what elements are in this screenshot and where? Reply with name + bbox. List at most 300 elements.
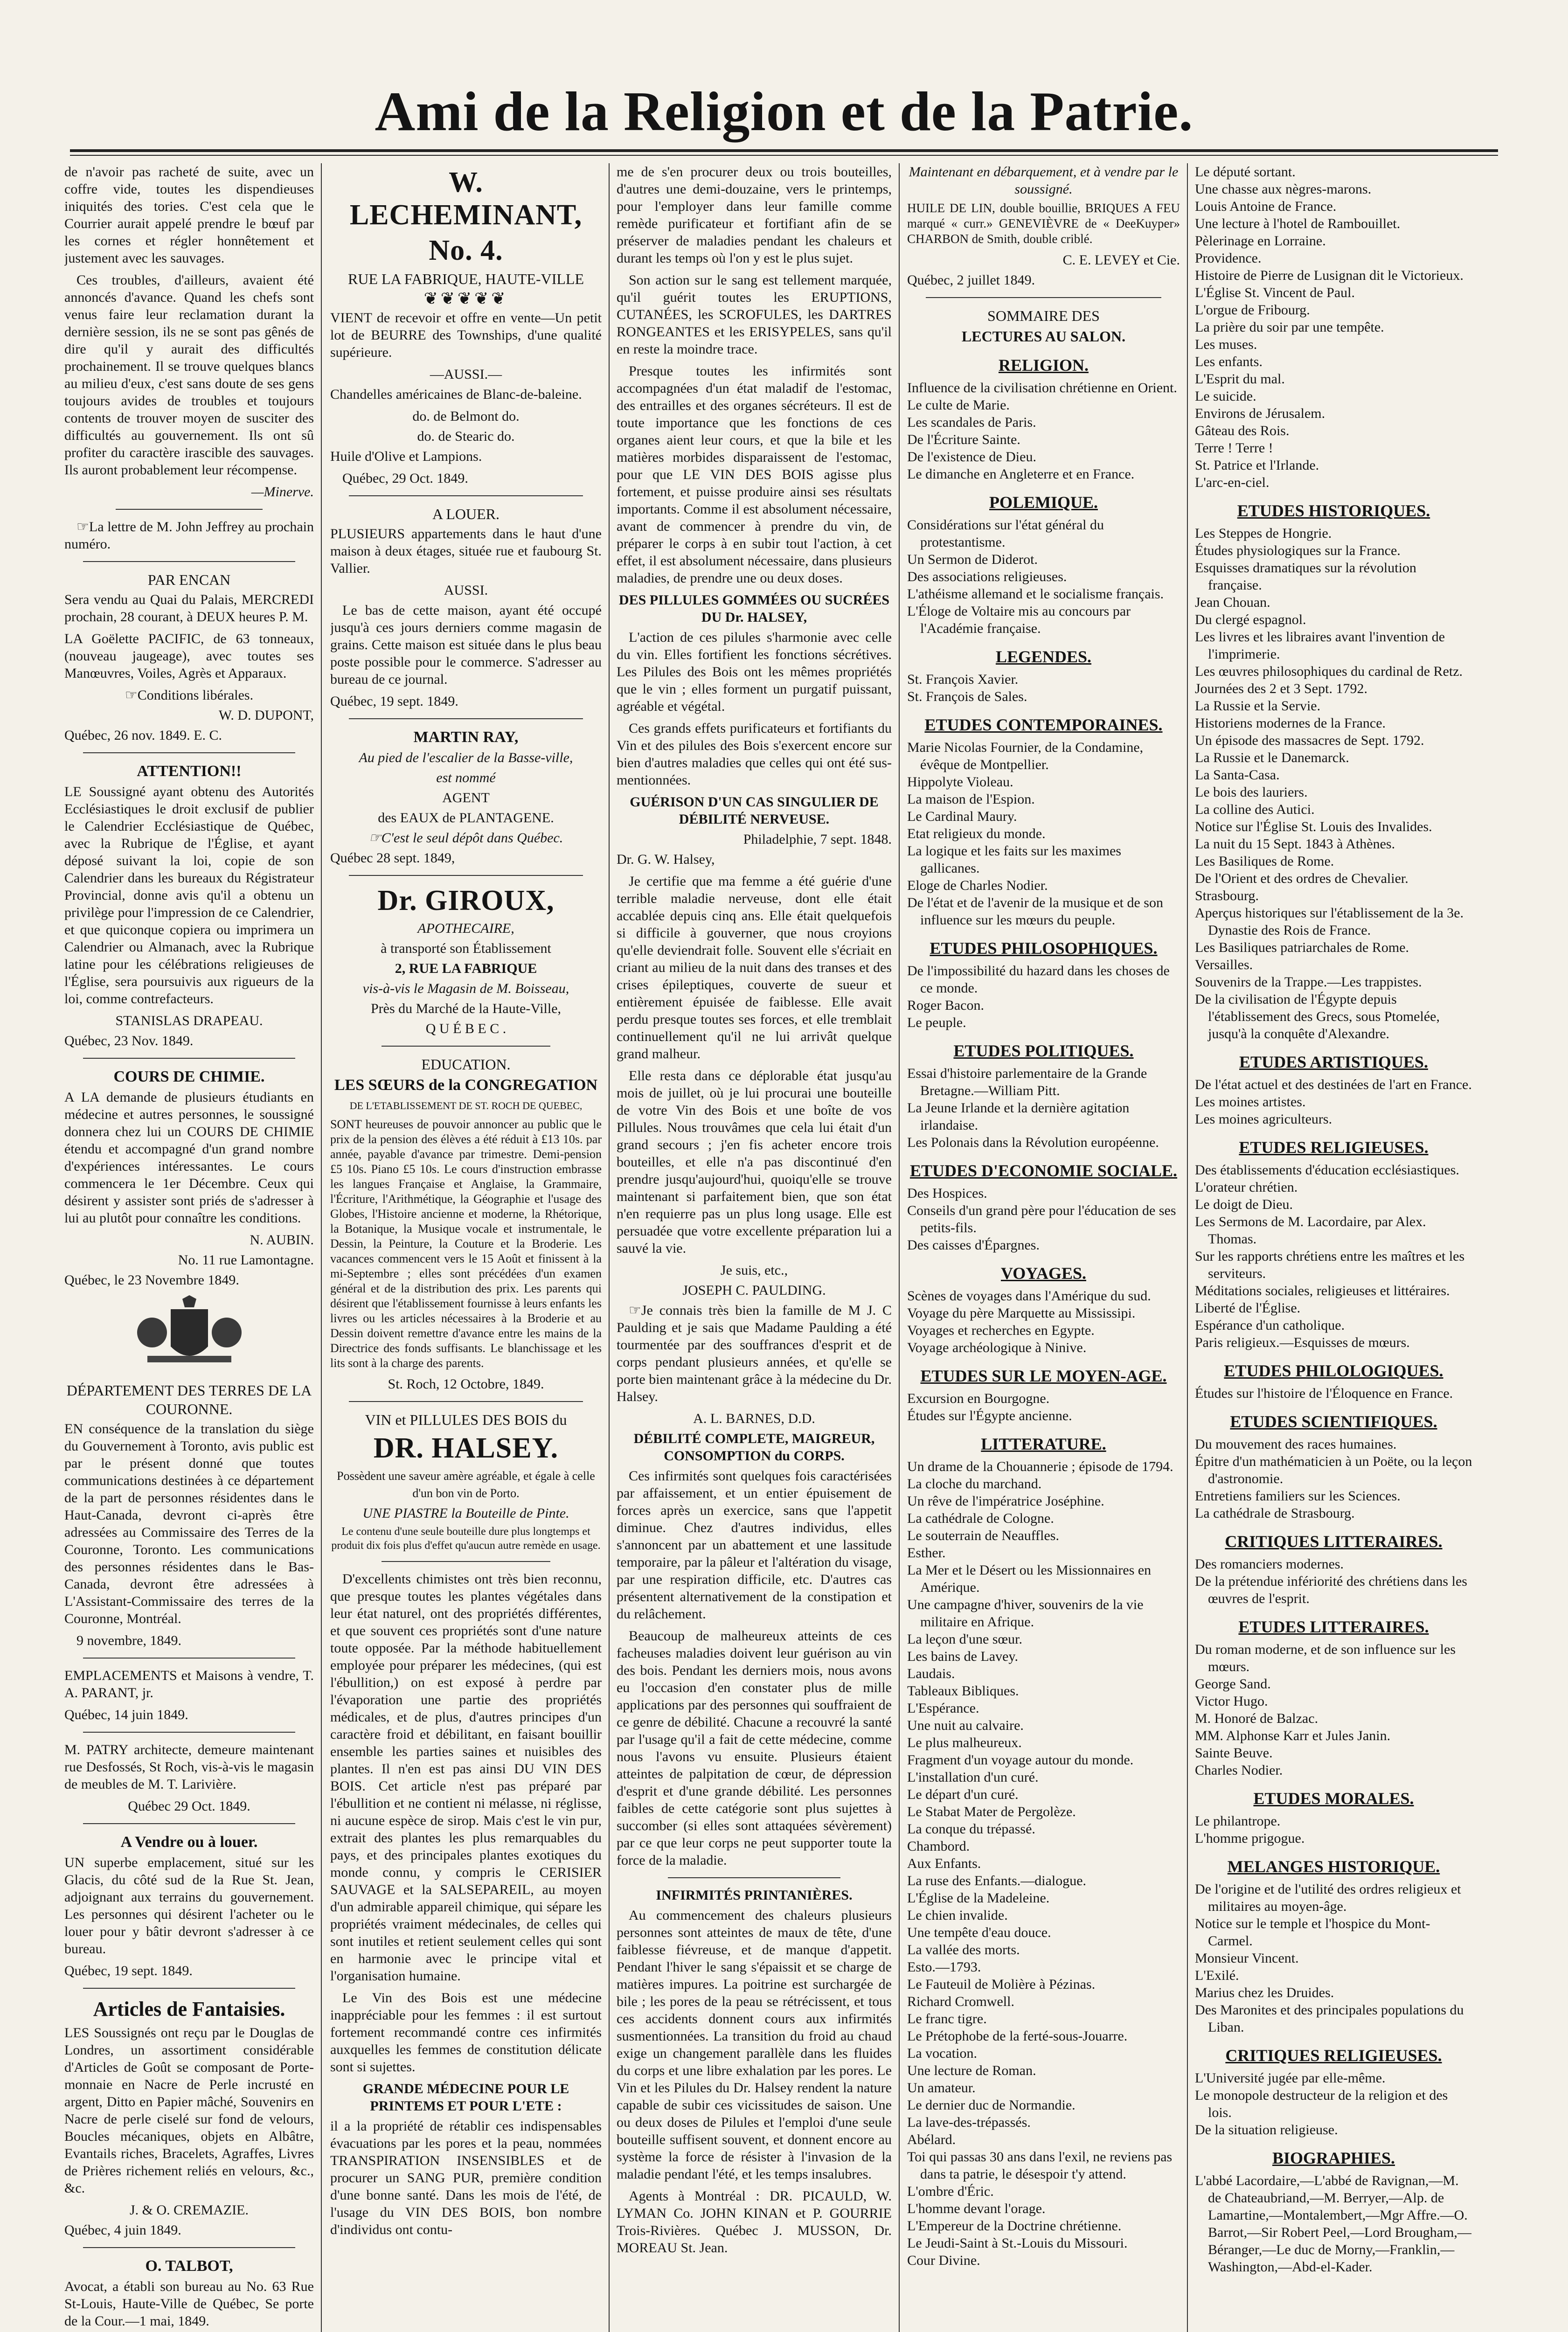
ad-title: EDUCATION.	[421, 1056, 511, 1073]
ad-title: PAR ENCAN	[147, 571, 231, 588]
column-divider	[609, 163, 610, 2332]
ad-title: MARTIN RAY,	[413, 729, 519, 746]
section-heading: MELANGES HISTORIQUE.	[1227, 1857, 1440, 1876]
section-heading: ETUDES RELIGIEUSES.	[1239, 1138, 1429, 1157]
ad-text: APOTHECAIRE,	[417, 921, 514, 936]
section-heading: BIOGRAPHIES.	[1272, 2149, 1395, 2167]
article-subhead: DÉBILITÉ COMPLETE, MAIGREUR, CONSOMPTION du CORPS.	[633, 1431, 875, 1464]
list-item: Conseils d'un grand père pour l'éducation de ses petits-fils.	[907, 1203, 1176, 1235]
section-title: SOMMAIRE DES	[987, 307, 1100, 324]
list-item: Essai d'histoire parlementaire de la Grande Bretagne.—William Pitt.	[907, 1066, 1147, 1098]
divider	[349, 875, 583, 876]
list-item: L'ombre d'Éric.	[907, 2184, 994, 2199]
list-item: L'Église St. Vincent de Paul.	[1195, 285, 1355, 300]
list-item: Abélard.	[907, 2132, 956, 2147]
reading-list	[1195, 500, 1472, 2276]
divider	[116, 509, 263, 510]
ad-text: —AUSSI.—	[430, 367, 502, 382]
list-item: Une lecture à l'hotel de Rambouillet.	[1195, 216, 1401, 231]
list-item: Journées des 2 et 3 Sept. 1792.	[1195, 681, 1367, 696]
list-item: Le Stabat Mater de Pergolèze.	[907, 1804, 1076, 1819]
list-item: L'Exilé.	[1195, 1968, 1239, 1983]
divider	[926, 297, 1161, 298]
list-item: L'Église de la Madeleine.	[907, 1890, 1050, 1906]
list-item: Des établissements d'éducation ecclésiastiques.	[1195, 1162, 1459, 1178]
list-item: Richard Cromwell.	[907, 1994, 1014, 2009]
section-heading: LITTERATURE.	[981, 1435, 1106, 1453]
divider	[382, 1561, 550, 1562]
list-item: L'athéisme allemand et le socialisme français.	[907, 586, 1164, 602]
ad-date: Québec, 19 sept. 1849.	[330, 694, 458, 709]
list-item: La Russie et la Servie.	[1195, 698, 1321, 714]
list-item: Esto.—1793.	[907, 1959, 981, 1975]
ad-text: Possèdent une saveur amère agréable, et égale à celle d'un bon vin de Porto.	[337, 1469, 595, 1500]
list-item: Une lecture de Roman.	[907, 2063, 1036, 2078]
list-item: Voyages et recherches en Egypte.	[907, 1323, 1095, 1338]
list-item: La Santa-Casa.	[1195, 767, 1280, 783]
list-item: La leçon d'une sœur.	[907, 1631, 1023, 1647]
list-item: Un drame de la Chouannerie ; épisode de 1794.	[907, 1459, 1173, 1474]
ad-title: W. LECHEMINANT,	[349, 167, 583, 231]
list-item: Laudais.	[907, 1666, 955, 1681]
list-item: Entretiens familiers sur les Sciences.	[1195, 1488, 1401, 1504]
ad-text: do. de Stearic do.	[417, 429, 515, 444]
ad-date: Québec, 19 sept. 1849.	[64, 1963, 193, 1978]
list-item: L'Empereur de la Doctrine chrétienne.	[907, 2218, 1122, 2234]
list-item: Les Sermons de M. Lacordaire, par Alex. Thomas.	[1195, 1214, 1426, 1247]
list-item: De la civilisation de l'Égypte depuis l'établissement des Grecs, sous Ptomelée, jusqu'à la conquête d'Alexandre.	[1195, 992, 1440, 1041]
ad-address: 2, RUE LA FABRIQUE	[395, 961, 537, 976]
list-item: Etat religieux du monde.	[907, 826, 1046, 841]
ad-title: ATTENTION!!	[137, 763, 242, 780]
divider	[83, 1732, 295, 1733]
list-item: Marius chez les Druides.	[1195, 1985, 1334, 2000]
list-item: M. Honoré de Balzac.	[1195, 1711, 1318, 1726]
list-item: Le souterrain de Neauffles.	[907, 1528, 1059, 1543]
list-item: Voyage archéologique à Ninive.	[907, 1340, 1087, 1355]
article-text: Dr. G. W. Halsey,	[617, 852, 715, 867]
ad-date: Québec, 29 Oct. 1849.	[342, 471, 468, 486]
list-item: Roger Bacon.	[907, 998, 984, 1013]
list-item: De la situation religieuse.	[1195, 2122, 1338, 2138]
list-item: Méditations sociales, religieuses et littéraires.	[1195, 1283, 1450, 1298]
ad-title: COURS DE CHIMIE.	[113, 1068, 265, 1085]
article-text: me de s'en procurer deux ou trois bouteilles, d'autres une demi-douzaine, vers le printemps, pour l'employer dans leur famille comme remède purificateur et fortifiant afin de se préserver de maladies pendant les chaleurs et durant les temps où l'on y est le plus sujet.	[617, 164, 892, 266]
list-item: Les scandales de Paris.	[907, 415, 1036, 430]
ad-text: Au pied de l'escalier de la Basse-ville,	[359, 750, 573, 765]
list-item: Le philantrope.	[1195, 1813, 1281, 1829]
list-item: Influence de la civilisation chrétienne en Orient.	[907, 380, 1177, 396]
article-text: Au commencement des chaleurs plusieurs personnes sont atteintes de maux de tête, d'une faiblesse fiévreuse, et de manque d'appetit. Pendant l'hiver le sang s'épaissit et se charge de matières impures. La poitrine est surchargée de bile ; les pores de la peau se rétrécissent, et tous ces accidents donnent cours aux infirmités susmentionnées. La transition du froid au chaud exige un changement parallèle dans les fluides du corps et une libre exhalation par les pores. Le Vin et les Pilules du Dr. Halsey rendent la nature capable de subir ces vicissitudes de saison. Une ou deux doses de Pilules et l'emploi d'une seule bouteille suffisent souvent, et donnent encore au système la force de résister à l'invasion de la maladie pendant l'été, et les temps insalubres.	[617, 1908, 892, 2182]
list-item: Eloge de Charles Nodier.	[907, 878, 1048, 893]
list-item: St. Patrice et l'Irlande.	[1195, 458, 1319, 473]
ad-title: DR. HALSEY.	[373, 1432, 559, 1464]
list-item: Tableaux Bibliques.	[907, 1683, 1019, 1699]
ad-text: VIENT de recevoir et offre en vente—Un petit lot de BEURRE des Townships, d'une qualité supérieure.	[330, 310, 602, 360]
list-item: Les Steppes de Hongrie.	[1195, 526, 1332, 541]
ad-date: Québec, 23 Nov. 1849.	[64, 1033, 194, 1048]
ad-address: RUE LA FABRIQUE, HAUTE-VILLE	[347, 271, 584, 287]
list-item: De la prétendue infériorité des chrétiens dans les œuvres de l'esprit.	[1195, 1574, 1467, 1606]
article-text: Son action sur le sang est tellement marquée, qu'il guérit toutes les ERUPTIONS, CUTANÉES, les SCROFULES, les DARTRES RONGEANTES et les ERISYPELES, sans qu'il en reste la moindre trace.	[617, 272, 892, 357]
ad-signature: C. E. LEVEY et Cie.	[1062, 252, 1180, 268]
masthead-rule-thin	[70, 155, 1498, 156]
list-item: MM. Alphonse Karr et Jules Janin.	[1195, 1728, 1391, 1743]
ad-title: O. TALBOT,	[145, 2257, 233, 2275]
ad-text: SONT heureuses de pouvoir annoncer au public que le prix de la pension des élèves a été réduit à £13 10s. par année, payable d'avance par trimestre. Demi-pension £5 10s. Piano £5 10s. Le cours d'instruction embrasse les langues Française et Anglaise, la Grammaire, l'Écriture, l'Arithmétique, la Géographie et l'usage des Globes, l'Histoire ancienne et moderne, la Rhétorique, la Botanique, la Musique vocale et instrumentale, le Dessin, la Peinture, la Couture et la Broderie. Les vacances commencent vers le 15 Août et finissent à la mi-Septembre ; elles sont précédées d'un examen général et de la distribution des prix. Les parents qui désirent que l'établissement fournisse à leurs enfants les livres ou les articles nécessaires à la Broderie et au Dessin doivent remettre d'avance entre les mains de la Directrice des fonds suffisants. Le blanchissage et les lits sont à la charge des parents.	[330, 1117, 602, 1370]
list-item: Esther.	[907, 1545, 946, 1561]
reading-list	[907, 355, 1180, 2269]
article-text: Ces troubles, d'ailleurs, avaient été annoncés d'avance. Quand les chefs sont venus faire leur reclamation durant la dernière session, ils ne se sont pas gênés de dire qu'il y aurait des difficultés prochainement. Il se trouve quelques blancs au milieu d'eux, c'est sans doute de ses gens toujours avides de troubles et toujours contents de trouver moyen de susciter des difficultés au gouvernement. Ils ont sû profiter du caractère irascible des sauvages. Ils auront probablement leur récompense.	[64, 272, 314, 478]
ad-text: do. de Belmont do.	[412, 409, 520, 424]
list-item: Des Hospices.	[907, 1186, 987, 1201]
column-3	[617, 163, 892, 2332]
list-item: Louis Antoine de France.	[1195, 199, 1337, 214]
list-item: Les muses.	[1195, 337, 1257, 352]
list-item: L'homme devant l'orage.	[907, 2201, 1046, 2216]
list-item: Le député sortant.	[1195, 164, 1296, 180]
list-item: Le bois des lauriers.	[1195, 784, 1308, 800]
list-item: Une tempête d'eau douce.	[907, 1925, 1051, 1940]
list-item: Le doigt de Dieu.	[1195, 1197, 1293, 1212]
section-heading: ETUDES SCIENTIFIQUES.	[1230, 1412, 1437, 1431]
list-item: Hippolyte Violeau.	[907, 774, 1013, 790]
list-item: Providence.	[1195, 250, 1262, 266]
list-item: Des associations religieuses.	[907, 569, 1067, 584]
ad-date: Québec, 4 juin 1849.	[64, 2222, 181, 2238]
ad-text: UN superbe emplacement, situé sur les Glacis, du côté sud de la Rue St. Jean, adjoignant aux terrains du gouvernement. Les personnes qui désirent l'acheter ou le louer pour y bâtir devront s'adresser à ce bureau.	[64, 1855, 314, 1957]
ad-text: Huile d'Olive et Lampions.	[330, 449, 482, 464]
list-item: Fragment d'un voyage autour du monde.	[907, 1752, 1134, 1768]
divider	[83, 1823, 295, 1824]
article-text: Presque toutes les infirmités sont accompagnées d'un état maladif de l'estomac, des entrailles et des organes sécréteurs. Il est de toute importance que les fonctions de ces organes aient leur cours, et que la bile et les matières morbides disparaissent de l'estomac, pour que LE VIN DES BOIS agisse plus fortement, et puisse produire ainsi ses résultats importants. Comme il est absolument nécessaire, avant de commencer à prendre du vin, de préparer le corps à en subir tout l'action, à cet effet, il est absolument nécessaire, dans plusieurs maladies, de prendre une ou deux doses.	[617, 363, 892, 586]
list-item: De l'Écriture Sainte.	[907, 432, 1020, 447]
list-item: Un Sermon de Diderot.	[907, 552, 1038, 567]
list-item: Les Polonais dans la Révolution européenne.	[907, 1135, 1159, 1150]
ad-text: Maintenant en débarquement, et à vendre par le soussigné.	[909, 164, 1179, 197]
ad-signature: N. AUBIN.	[250, 1232, 314, 1248]
list-item: Le dimanche en Angleterre et en France.	[907, 466, 1135, 482]
ornament-icon: ❦❦❦❦❦	[423, 289, 508, 308]
list-item: Toi qui passas 30 ans dans l'exil, ne reviens pas dans ta patrie, le désespoir t'y attend.	[907, 2149, 1173, 2182]
ad-text: AGENT	[442, 790, 490, 805]
section-heading: ETUDES PHILOLOGIQUES.	[1224, 1361, 1443, 1380]
reading-list	[1195, 163, 1472, 491]
list-item: Historiens modernes de la France.	[1195, 715, 1386, 731]
column-divider	[1187, 163, 1188, 2332]
list-item: La colline des Autici.	[1195, 802, 1315, 817]
list-item: Aux Enfants.	[907, 1856, 981, 1871]
ad-text: Le bas de cette maison, ayant été occupé jusqu'à ces jours derniers comme magasin de grains. Cette maison est située dans le plus beau poste possible pour le commerce. S'adresser au bureau de ce journal.	[330, 603, 602, 687]
list-item: St. François de Sales.	[907, 689, 1027, 704]
list-item: Un amateur.	[907, 2080, 976, 2096]
list-item: George Sand.	[1195, 1676, 1271, 1692]
ad-text: AUSSI.	[444, 583, 488, 598]
list-item: Monsieur Vincent.	[1195, 1950, 1299, 1966]
list-item: La nuit du 15 Sept. 1843 à Athènes.	[1195, 836, 1395, 852]
divider	[83, 1058, 295, 1059]
ad-signature: STANISLAS DRAPEAU.	[115, 1013, 263, 1028]
divider	[349, 1401, 583, 1402]
divider	[668, 1877, 840, 1878]
ad-text: PLUSIEURS appartements dans le haut d'une maison à deux étages, située rue et faubourg St. Vallier.	[330, 526, 602, 576]
article-text: Ces infirmités sont quelques fois caractérisées par affaissement, et un entier épuisement de forces après un exercice, sans que l'appetit diminue. Chez d'autres individus, elles s'annoncent par un abattement et une lassitude temporaire, par la pâleur et l'altération du visage, par une respiration difficile, etc. D'autres cas présentent alternativement de la constipation et du relâchement.	[617, 1468, 892, 1622]
divider	[349, 718, 583, 719]
article-source: —Minerve.	[251, 484, 314, 500]
section-heading: ETUDES CONTEMPORAINES.	[924, 715, 1163, 734]
list-item: L'Université jugée par elle-même.	[1195, 2070, 1386, 2086]
section-heading: ETUDES PHILOSOPHIQUES.	[930, 939, 1158, 958]
ad-title: Dr. GIROUX,	[377, 885, 555, 916]
ad-text: ☞C'est le seul dépôt dans Québec.	[368, 830, 563, 846]
list-item: La Mer et le Désert ou les Missionnaires en Amérique.	[907, 1562, 1152, 1595]
article-text: L'action de ces pilules s'harmonie avec celle du vin. Elles fortifient les fonctions sécrétives. Les Pilules des Bois ont les mêmes propriétés que le vin ; elles forment un purgatif puissant, agréable et végétal.	[617, 630, 892, 714]
column-5	[1195, 163, 1472, 2332]
article-text: Je certifie que ma femme a été guérie d'une terrible maladie nerveuse, dont elle était accablée depuis cinq ans. Elle était quelquefois si difficile à gouverner, que nous croyions qu'elle deviendrait folle. Souvent elle s'écriait en criant au milieu de la nuit dans des transes et des crises épileptiques, couverte de sueur et entièrement épuisée de faiblesse. Elle avait perdu presque toutes ses forces, et elle tremblait continuellement qu'il ne lui arrivât quelque grand malheur.	[617, 874, 892, 1062]
ad-title: A Vendre ou à louer.	[120, 1833, 258, 1851]
list-item: Jean Chouan.	[1195, 595, 1270, 610]
article-text: de n'avoir pas racheté de suite, avec un coffre vide, toutes les dispendieuses iniquités des tories. C'est cela que le Courrier aurait appelé prendre le bœuf par les cornes et régler honnêtement et justement avec les sauvages.	[64, 164, 314, 266]
ad-text: Le contenu d'une seule bouteille dure plus longtemps et produit dix fois plus d'effet qu'aucun autre remède en usage.	[331, 1526, 601, 1552]
list-item: La vallée des morts.	[907, 1942, 1020, 1957]
divider	[83, 752, 295, 753]
ad-signature: J. & O. CREMAZIE.	[130, 2202, 249, 2218]
list-item: La lave-des-trépassés.	[907, 2115, 1031, 2130]
section-heading: ETUDES LITTERAIRES.	[1238, 1617, 1429, 1636]
column-4	[907, 163, 1180, 2332]
ad-title: No. 4.	[429, 235, 503, 266]
list-item: Strasbourg.	[1195, 888, 1259, 903]
list-item: Le suicide.	[1195, 389, 1256, 404]
section-heading: RELIGION.	[998, 356, 1089, 375]
list-item: Cour Divine.	[907, 2253, 980, 2268]
list-item: Du mouvement des races humaines.	[1195, 1437, 1397, 1452]
ad-title: A LOUER.	[432, 506, 500, 522]
article-text: ☞Je connais très bien la famille de M J. C Paulding et je sais que Madame Paulding a été tourmentée par des souffrances d'esprit et de corps pendant plusieurs années, et qu'elle se porte bien maintenant grâce à la médecine du Dr. Halsey.	[617, 1303, 892, 1404]
section-heading: LEGENDES.	[995, 647, 1092, 666]
divider	[83, 1988, 295, 1989]
list-item: Le culte de Marie.	[907, 397, 1010, 413]
list-item: Marie Nicolas Fournier, de la Condamine, évêque de Montpellier.	[907, 740, 1144, 772]
list-item: Les livres et les libraires avant l'invention de l'imprimerie.	[1195, 629, 1445, 662]
list-item: L'Espérance.	[907, 1700, 979, 1716]
list-item: De l'état actuel et des destinées de l'art en France.	[1195, 1077, 1472, 1092]
ad-title: Articles de Fantaisies.	[93, 1998, 285, 2020]
list-item: Une campagne d'hiver, souvenirs de la vie militaire en Afrique.	[907, 1597, 1144, 1630]
list-item: De l'Orient et des ordres de Chevalier.	[1195, 871, 1408, 886]
ad-date: St. Roch, 12 Octobre, 1849.	[388, 1376, 544, 1392]
section-heading: ETUDES POLITIQUES.	[953, 1041, 1134, 1060]
ad-text: LES Soussignés ont reçu par le Douglas de Londres, un assortiment considérable d'Articles de Goût se composant de Porte-monnaie en Nacre de Perle incrusté en argent, Ditto en Papier mâché, Souvenirs en Nacre de perle ciselé sur fond de velours, Boucles mécaniques, objets en Albâtre, Evantails riches, Bracelets, Agraffes, Livres de Prières richement reliés en velours, &c., &c.	[64, 2025, 314, 2196]
section-heading: ETUDES SUR LE MOYEN-AGE.	[920, 1367, 1167, 1385]
list-item: L'Esprit du mal.	[1195, 371, 1285, 387]
list-item: Le Prétophobe de la ferté-sous-Jouarre.	[907, 2028, 1128, 2044]
divider	[83, 561, 295, 562]
list-item: Les bains de Lavey.	[907, 1649, 1018, 1664]
list-item: Les moines artistes.	[1195, 1094, 1306, 1110]
list-item: Le chien invalide.	[907, 1908, 1008, 1923]
ad-date: Québec 28 sept. 1849,	[330, 850, 455, 866]
list-item: Aperçus historiques sur l'établissement de la 3e. Dynastie des Rois de France.	[1195, 905, 1464, 938]
list-item: La logique et les faits sur les maximes gallicanes.	[907, 843, 1122, 876]
list-item: Environs de Jérusalem.	[1195, 406, 1325, 421]
ad-date: Québec, 26 nov. 1849. E. C.	[64, 728, 222, 743]
list-item: Épitre d'un mathématicien à un Poëte, ou la leçon d'astronomie.	[1195, 1454, 1472, 1486]
list-item: Le dernier duc de Normandie.	[907, 2097, 1075, 2113]
ad-text: Avocat, a établi son bureau au No. 63 Rue St-Louis, Haute-Ville de Québec, Se porte de la Cour.—1 mai, 1849.	[64, 2279, 314, 2329]
article-text: Beaucoup de malheureux atteints de ces facheuses maladies doivent leur guérison au vin des bois. Pendant les derniers mois, nous avons eu l'occasion d'en constater plus de mille applications par des personnes qui souffraient de ce genre de débilité. Chacune a recouvré la santé par l'usage qu'il a fait de cette médecine, comme nous l'avons vu ensuite. Plusieurs étaient atteintes de palpitation de cœur, de dépression d'esprit et d'une grande débilité. Les personnes faibles de cette catégorie sont plus sujettes à succomber (si elles sont attaquées sévèrement) par ce que leur corps ne peut supporter toute la force de la maladie.	[617, 1628, 892, 1868]
list-item: Espérance d'un catholique.	[1195, 1318, 1345, 1333]
list-item: Sur les rapports chrétiens entre les maîtres et les serviteurs.	[1195, 1249, 1465, 1281]
list-item: Les enfants.	[1195, 354, 1263, 369]
ad-price: UNE PIASTRE la Bouteille de Pinte.	[362, 1506, 569, 1521]
list-item: Études physiologiques sur la France.	[1195, 543, 1401, 558]
ad-text: est nommé	[436, 770, 496, 785]
ad-text: D'excellents chimistes ont très bien reconnu, que presque toutes les plantes végétales dans leur état naturel, ont des propriétés différentes, et que souvent ces propriétés sont d'une nature toute opposée. Par la méthode habituellement employée pour préparer les médecines, (qui est l'ébullition,) on est exposé à perdre par l'évaporation une partie des propriétés médicales, et de plus, d'autres principes d'un caractère froid et débilitant, en faisant bouillir ensemble les parties saines et nuisibles des plantes. Il n'en est pas ainsi DU VIN DES BOIS. Cet article n'est pas préparé par l'ébullition et ne contient ni mélasse, ni réglisse, ni aucune espèce de sirop. Mais c'est le vin pur, extrait des plantes les plus remarquables du pays, et des principales plantes exotiques du monde connu, y compris le CERISIER SAUVAGE et la SALSEPAREIL, au moyen d'un admirable appareil chimique, qui sépare les propriétés vraiment médecinales, de celles qui sont inutiles et retient seulement celles qui sont en harmonie avec le principe vital et l'organisation humaine.	[330, 1571, 602, 1984]
list-item: L'Éloge de Voltaire mis au concours par l'Académie française.	[907, 604, 1131, 636]
list-item: La prière du soir par une tempête.	[1195, 319, 1384, 335]
article-subhead: DES PILLULES GOMMÉES OU SUCRÉES DU Dr. HALSEY,	[618, 592, 890, 625]
article-signature: A. L. BARNES, D.D.	[693, 1411, 815, 1426]
list-item: Souvenirs de la Trappe.—Les trappistes.	[1195, 974, 1422, 990]
list-item: Le plus malheureux.	[907, 1735, 1022, 1750]
list-item: Sainte Beuve.	[1195, 1745, 1273, 1761]
article-signature: JOSEPH C. PAULDING.	[682, 1283, 826, 1298]
list-item: Des romanciers modernes.	[1195, 1556, 1344, 1572]
list-item: L'installation d'un curé.	[907, 1770, 1039, 1785]
list-item: Esquisses dramatiques sur la révolution française.	[1195, 560, 1416, 593]
ad-text: LE Soussigné ayant obtenu des Autorités Ecclésiastiques le droit exclusif de publier le Calendrier Ecclésiastique de Québec, avec la Rubrique de l'Église, et ayant déposé suivant la loi, copie de son Calendrier dans les bureaux du Régistrateur Provincial, donne avis qu'il a obtenu un privilège pour l'impression de ce Calendrier, et que quiconque copiera ou imprimera un Calendrier ou Almanach, avec la Rubrique latine pour les célébrations religieuses de l'Église, sera poursuivis aux rigueurs de la loi, comme contrefacteurs.	[64, 784, 314, 1006]
ad-text: à transporté son Établissement	[381, 941, 551, 956]
ad-text: EN conséquence de la translation du siège du Gouvernement à Toronto, avis public est par le présent donné que toutes communications destinées à ce département de la part de personnes résidentes dans le Haut-Canada, devront ci-après être adressées au Commissaire des Terres de la Couronne, Toronto. Les communications des personnes résidentes dans le Bas-Canada, devront être adressées à L'Assistant-Commissaire des terres de la Couronne, Montréal.	[64, 1421, 314, 1626]
ad-title: DÉPARTEMENT DES TERRES DE LA COURONNE.	[66, 1382, 312, 1417]
list-item: Des Maronites et des principales populations du Liban.	[1195, 2002, 1464, 2035]
list-item: Une chasse aux nègres-marons.	[1195, 181, 1372, 197]
list-item: Une nuit au calvaire.	[907, 1718, 1024, 1733]
ad-date: Québec, le 23 Novembre 1849.	[64, 1272, 239, 1288]
section-heading: ETUDES HISTORIQUES.	[1237, 501, 1430, 520]
list-item: La maison de l'Espion.	[907, 791, 1035, 807]
list-item: La Russie et le Danemarck.	[1195, 750, 1349, 765]
ad-text: Q U É B E C .	[425, 1021, 506, 1036]
list-item: Histoire de Pierre de Lusignan dit le Victorieux.	[1195, 268, 1464, 283]
article-text: Ces grands effets purificateurs et fortifiants du Vin et des pilules des Bois s'exercent encore sur bien d'autres maladies que celles qui ont été sus-mentionnées.	[617, 721, 892, 788]
ad-text: Près du Marché de la Haute-Ville,	[370, 1001, 562, 1016]
section-heading: CRITIQUES LITTERAIRES.	[1225, 1532, 1443, 1551]
list-item: L'arc-en-ciel.	[1195, 475, 1270, 490]
ad-date: Québec 29 Oct. 1849.	[128, 1798, 250, 1814]
list-item: Les œuvres philosophiques du cardinal de Retz.	[1195, 664, 1463, 679]
list-item: De l'origine et de l'utilité des ordres religieux et militaires au moyen-âge.	[1195, 1881, 1461, 1914]
list-item: L'homme prigogue.	[1195, 1831, 1305, 1846]
ad-subtitle: DE L'ETABLISSEMENT DE ST. ROCH DE QUEBEC,	[349, 1100, 583, 1111]
ad-text: Le Vin des Bois est une médecine inappréciable pour les femmes : il est surtout fortement recommandé contre ces infirmités auxquelles les femmes de constitution délicate sont si sujettes.	[330, 1990, 602, 2075]
masthead-rule	[70, 149, 1498, 152]
list-item: Chambord.	[907, 1839, 970, 1854]
list-item: Notice sur le temple et l'hospice du Mont-Carmel.	[1195, 1916, 1430, 1949]
list-item: Considérations sur l'état général du protestantisme.	[907, 517, 1104, 550]
ad-text: des EAUX de PLANTAGENE.	[378, 810, 554, 826]
list-item: Voyage du père Marquette au Mississipi.	[907, 1305, 1136, 1321]
list-item: De l'impossibilité du hazard dans les choses de ce monde.	[907, 963, 1170, 996]
list-item: L'orgue de Fribourg.	[1195, 302, 1310, 318]
list-item: Terre ! Terre !	[1195, 440, 1273, 456]
ad-title: LES SŒURS de la CONGREGATION	[334, 1076, 598, 1094]
list-item: St. François Xavier.	[907, 672, 1019, 687]
list-item: Versailles.	[1195, 957, 1253, 972]
list-item: De l'existence de Dieu.	[907, 449, 1036, 465]
article-text: Philadelphie, 7 sept. 1848.	[743, 832, 892, 847]
list-item: Le Fauteuil de Molière à Pézinas.	[907, 1977, 1096, 1992]
section-heading: ETUDES MORALES.	[1253, 1789, 1414, 1808]
ad-date: Québec, 14 juin 1849.	[64, 1707, 188, 1722]
list-item: La ruse des Enfants.—dialogue.	[907, 1873, 1087, 1888]
ad-text: A LA demande de plusieurs étudiants en médecine et autres personnes, le soussigné donnera chez lui un COURS DE CHIMIE étendu et accompagné d'un grand nombre d'expériences intéressantes. Le cours commencera le 1er Décembre. Ceux qui désirent y assister sont priés de s'adresser à lui au plutôt pour connaître les conditions.	[64, 1090, 314, 1226]
ad-date: 9 novembre, 1849.	[76, 1633, 181, 1648]
list-item: Liberté de l'Église.	[1195, 1300, 1301, 1316]
list-item: Du roman moderne, et de son influence sur les mœurs.	[1195, 1642, 1456, 1674]
article-text: Elle resta dans ce déplorable état jusqu'au mois de juillet, où je lui procurai une bouteille de votre Vin des Bois et une boîte de vos Pillules. Nous trouvâmes que cela lui était d'un grand secours ; j'en fis acheter encore trois bouteilles, et elle n'a pas discontinué d'en prendre jusqu'aujourd'hui, quoiqu'elle se trouve maintenant si parfaitement bien, que son état n'en requierre pas un plus long usage. Elle est persuadée que votre excellente préparation lui a sauvé la vie.	[617, 1068, 892, 1256]
ad-text: Chandelles américaines de Blanc-de-baleine.	[330, 387, 582, 402]
masthead-title: Ami de la Religion et de la Patrie.	[375, 80, 1193, 142]
list-item: La cathédrale de Strasbourg.	[1195, 1506, 1355, 1521]
ad-text: EMPLACEMENTS et Maisons à vendre, T. A. PARANT, jr.	[64, 1668, 314, 1700]
list-item: Le Cardinal Maury.	[907, 809, 1017, 824]
divider	[83, 2247, 295, 2248]
list-item: Les moines agriculteurs.	[1195, 1111, 1332, 1127]
list-item: La conque du trépassé.	[907, 1821, 1035, 1837]
ad-text: il a la propriété de rétablir ces indispensables évacuations par les pores et la peau, nommées TRANSPIRATION INSENSIBLES et de procurer un SANG PUR, première condition d'une bonne santé. Dans les mois de l'été, de l'usage du VIN DES BOIS, bon nombre d'individus ont contu-	[330, 2118, 602, 2237]
list-item: Du clergé espagnol.	[1195, 612, 1306, 627]
list-item: Un rêve de l'impératrice Joséphine.	[907, 1493, 1104, 1509]
list-item: Excursion en Bourgogne.	[907, 1391, 1050, 1406]
ad-subtitle: GRANDE MÉDECINE POUR LE PRINTEMS ET POUR L'ETE :	[362, 2081, 569, 2114]
list-item: L'abbé Lacordaire,—L'abbé de Ravignan,—M. de Chateaubriand,—M. Berryer,—Alp. de Lamartine,—Montalembert,—Mgr Affre.—O. Barrot,—Sir Robert Peel,—Lord Brougham,—Béranger,—Le duc de Morny,—Franklin,—Washington,—Abd-el-Kader.	[1195, 2173, 1471, 2275]
article-subhead: GUÉRISON D'UN CAS SINGULIER DE DÉBILITÉ NERVEUSE.	[630, 794, 879, 827]
list-item: Un épisode des massacres de Sept. 1792.	[1195, 733, 1424, 748]
list-item: La Jeune Irlande et la dernière agitation irlandaise.	[907, 1100, 1130, 1133]
list-item: Études sur l'Égypte ancienne.	[907, 1408, 1072, 1423]
divider	[382, 1046, 550, 1047]
divider	[349, 495, 583, 496]
article-signature: Je suis, etc.,	[720, 1263, 788, 1278]
section-heading: CRITIQUES RELIGIEUSES.	[1225, 2046, 1442, 2065]
list-item: La cloche du marchand.	[907, 1476, 1042, 1492]
article-subhead: INFIRMITÉS PRINTANIÈRES.	[656, 1888, 853, 1903]
column-divider	[899, 163, 900, 2332]
section-heading: POLEMIQUE.	[989, 493, 1098, 512]
column-2	[330, 163, 602, 2332]
column-1	[64, 163, 314, 2332]
list-item: La vocation.	[907, 2046, 977, 2061]
list-item: Charles Nodier.	[1195, 1763, 1283, 1778]
ad-text: ☞Conditions libérales.	[125, 687, 254, 703]
list-item: Le Jeudi-Saint à St.-Louis du Missouri.	[907, 2235, 1128, 2251]
ad-text: vis-à-vis le Magasin de M. Boisseau,	[362, 981, 569, 996]
list-item: Le départ d'un curé.	[907, 1787, 1019, 1802]
section-heading: ETUDES D'ECONOMIE SOCIALE.	[909, 1161, 1178, 1180]
list-item: Études sur l'histoire de l'Éloquence en France.	[1195, 1386, 1453, 1401]
list-item: Des caisses d'Épargnes.	[907, 1237, 1040, 1253]
list-item: De l'état et de l'avenir de la musique et de son influence sur les mœurs du peuple.	[907, 895, 1163, 928]
divider	[83, 1658, 295, 1659]
section-heading: VOYAGES.	[1000, 1264, 1086, 1283]
ad-signature: W. D. DUPONT,	[218, 708, 314, 723]
ad-title: VIN et PILLULES DES BOIS du	[365, 1411, 567, 1428]
section-heading: ETUDES ARTISTIQUES.	[1239, 1053, 1428, 1071]
ad-text: Sera vendu au Quai du Palais, MERCREDI prochain, 28 courant, à DEUX heures P. M.	[64, 592, 314, 625]
list-item: Les Basiliques de Rome.	[1195, 854, 1334, 869]
